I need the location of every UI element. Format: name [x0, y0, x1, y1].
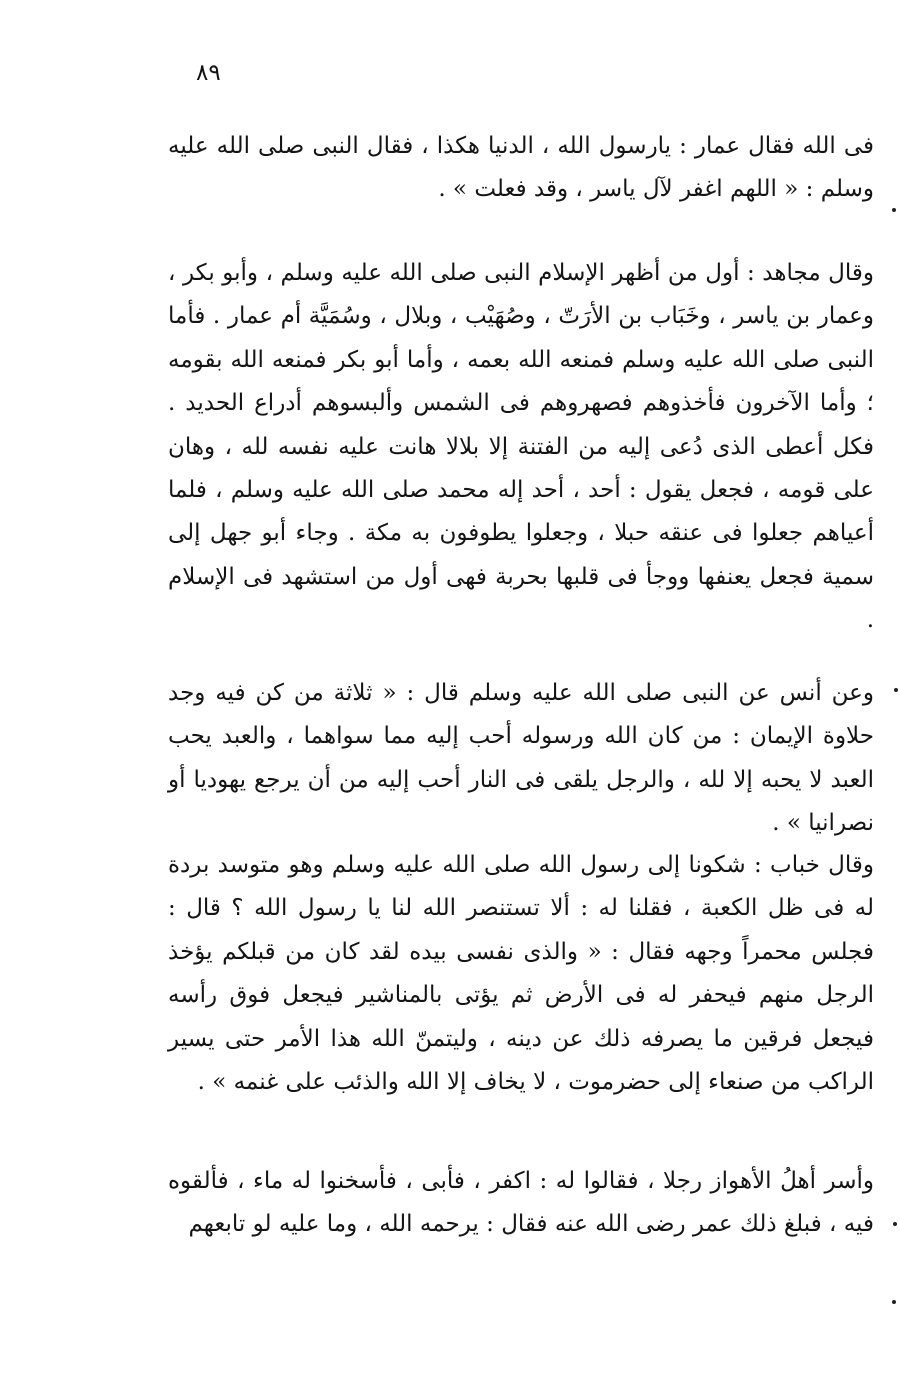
paragraph-text: وقال خباب : شكونا إلى رسول الله صلى الله عليه وسلم وهو متوسد بردة له فى ظل الكعبة ، فقلنا له : ألا تستنصر الله لنا يا رسول الله ؟ قال : فجلس محمراً وجهه فقال : « والذى نفسى بيده لقد كان من قبلكم يؤخذ الرجل منهم فيحفر له فى الأرض ثم يؤتى بالمناشير فيجعل فوق رأسه فيجعل فرقين ما يصرفه ذلك عن دينه ، وليتمنّ الله هذا الأمر حتى يسير الراكب من صنعاء إلى حضرموت ، لا يخاف إلا الله والذئب على غنمه » .	[168, 852, 874, 1096]
paragraph-text: وقال مجاهد : أول من أظهر الإسلام النبى صلى الله عليه وسلم ، وأبو بكر ، وعمار بن ياسر ، وخَبَاب بن الأرَتّ ، وصُهَيْب ، وبلال ، وسُمَيَّة أم عمار . فأما النبى صلى الله عليه وسلم فمنعه الله بعمه ، وأما أبو بكر فمنعه الله بقومه ؛ وأما الآخرون فأخذوهم فصهروهم فى الشمس وألبسوهم أدراع الحديد . فكل أعطى الذى دُعى إليه من الفتنة إلا بلالا هانت عليه نفسه لله ، وهان على قومه ، فجعل يقول : أحد ، أحد إله محمد صلى الله عليه وسلم ، فلما أعياهم جعلوا فى عنقه حبلا ، وجعلوا يطوفون به مكة . وجاء أبو جهل إلى سمية فجعل يعنفها ووجأ فى قلبها بحربة فهى أول من استشهد فى الإسلام .	[168, 260, 874, 634]
scan-speck	[892, 1300, 896, 1304]
scan-speck	[894, 688, 898, 692]
paragraph-4	[168, 844, 874, 1104]
page-number: ٨٩	[196, 60, 221, 86]
paragraph-2	[168, 252, 874, 643]
scan-speck	[892, 208, 896, 212]
paragraph-text: فى الله فقال عمار : يارسول الله ، الدنيا هكذا ، فقال النبى صلى الله عليه وسلم : « اللهم اغفر لآل ياسر ، وقد فعلت » .	[168, 133, 874, 203]
paragraph-5	[168, 1160, 874, 1247]
scan-speck	[893, 1222, 897, 1226]
paragraph-text: وعن أنس عن النبى صلى الله عليه وسلم قال : « ثلاثة من كن فيه وجد حلاوة الإيمان : من كان الله ورسوله أحب إليه مما سواهما ، والعبد يحب العبد لا يحبه إلا لله ، والرجل يلقى فى النار أحب إليه من أن يرجع يهوديا أو نصرانيا » .	[168, 680, 874, 837]
paragraph-1	[168, 125, 874, 212]
paragraph-3	[168, 672, 874, 846]
paragraph-text: وأسر أهلُ الأهواز رجلا ، فقالوا له : اكفر ، فأبى ، فأسخنوا له ماء ، فألقوه فيه ، فبلغ ذلك عمر رضى الله عنه فقال : يرحمه الله ، وما عليه لو تابعهم	[168, 1168, 874, 1238]
